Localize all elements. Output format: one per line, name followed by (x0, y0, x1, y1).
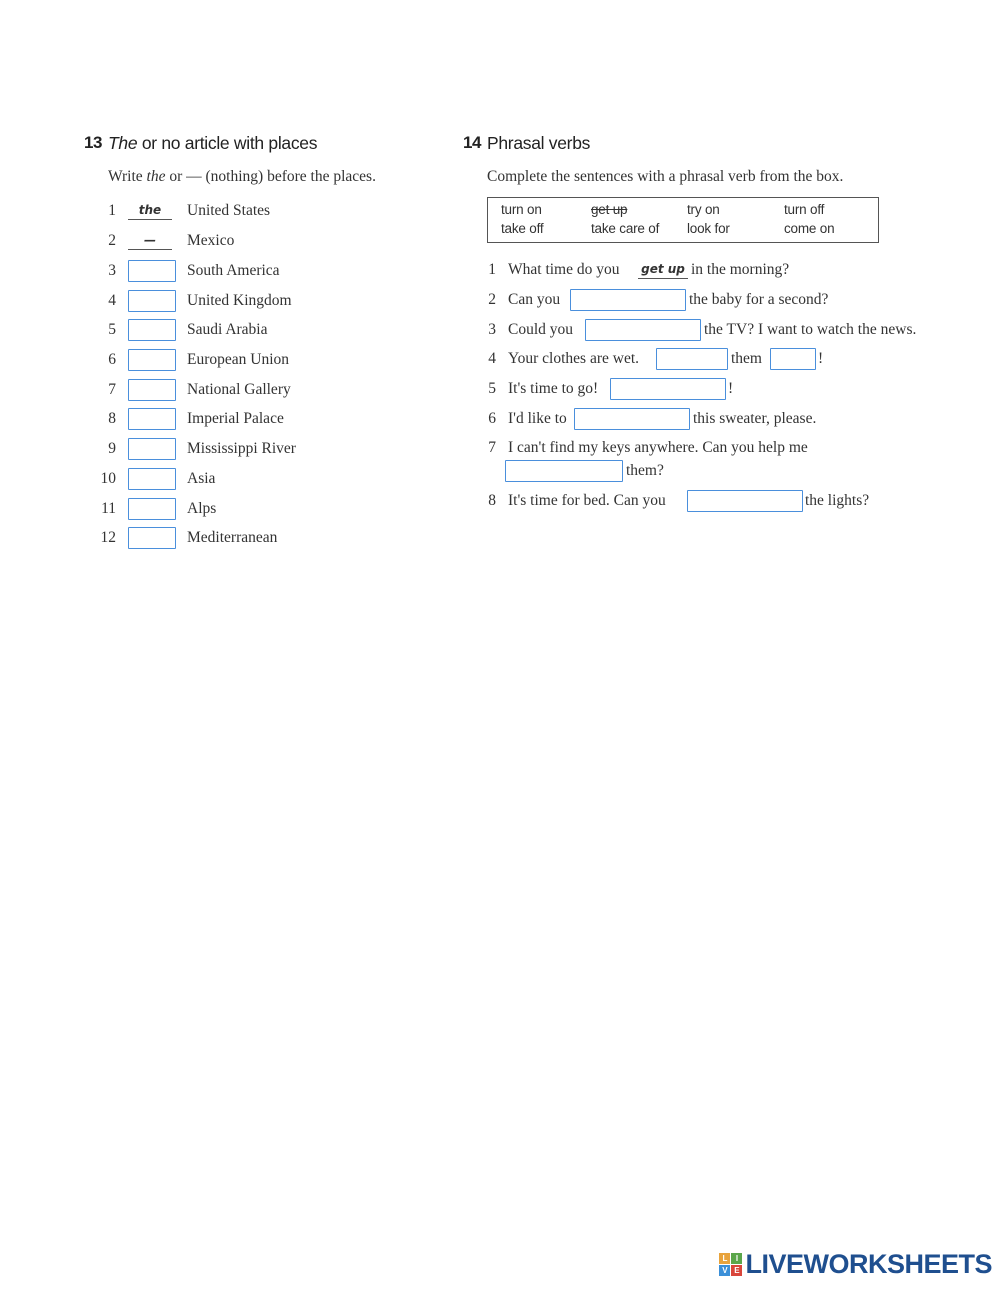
place-label: Saudi Arabia (187, 321, 268, 338)
answer-input-8[interactable] (128, 408, 176, 430)
list-item (96, 229, 396, 253)
item-number: 3 (488, 321, 496, 338)
sentence-text: What time do you (508, 261, 620, 278)
logo-letter: L (719, 1253, 730, 1264)
logo-letter: E (731, 1265, 742, 1276)
list-item (96, 497, 396, 521)
box-word: take off (501, 221, 544, 236)
place-label: South America (187, 262, 280, 279)
list-item (96, 526, 396, 550)
answer-input-s7[interactable] (505, 460, 623, 482)
list-item (96, 437, 396, 461)
sentence-text: this sweater, please. (693, 410, 817, 427)
example-answer: the (128, 201, 172, 220)
item-number: 5 (108, 321, 116, 338)
logo-text: LIVEWORKSHEETS (745, 1248, 992, 1279)
item-number: 1 (108, 202, 116, 219)
item-number: 8 (108, 410, 116, 427)
sentence-text: Your clothes are wet. (508, 350, 640, 367)
sentence-text: I'd like to (508, 410, 567, 427)
item-number: 7 (488, 439, 496, 456)
list-item (96, 407, 396, 431)
place-label: Mississippi River (187, 440, 296, 457)
item-number: 6 (108, 351, 116, 368)
section-13-instruction (108, 168, 376, 186)
box-word: try on (687, 202, 720, 217)
sentence-7 (482, 436, 962, 460)
list-item (96, 259, 396, 283)
place-label: Alps (187, 500, 217, 517)
answer-input-s3[interactable] (585, 319, 701, 341)
answer-input-4[interactable] (128, 290, 176, 312)
answer-input-11[interactable] (128, 498, 176, 520)
item-number: 9 (108, 440, 116, 457)
place-label: Imperial Palace (187, 410, 284, 427)
instruction-text: Write (108, 168, 147, 185)
answer-input-5[interactable] (128, 319, 176, 341)
sentence-6 (482, 407, 962, 431)
sentence-5 (482, 377, 962, 401)
answer-input-10[interactable] (128, 468, 176, 490)
item-number: 10 (100, 470, 116, 487)
place-label: United Kingdom (187, 292, 292, 309)
sentence-4 (482, 347, 962, 371)
item-number: 12 (100, 529, 116, 546)
sentence-text: It's time to go! (508, 380, 599, 397)
section-14-instruction: Complete the sentences with a phrasal verb from the box. (487, 168, 844, 185)
sentence-text: Can you (508, 291, 561, 308)
item-number: 4 (108, 292, 116, 309)
item-number: 6 (488, 410, 496, 427)
item-number: 5 (488, 380, 496, 397)
sentence-text: them? (626, 462, 664, 479)
place-label: European Union (187, 351, 290, 368)
sentence-text: the lights? (805, 492, 870, 509)
example-answer: — (128, 231, 172, 250)
item-number: 2 (108, 232, 116, 249)
answer-input-6[interactable] (128, 349, 176, 371)
item-number: 8 (488, 492, 496, 509)
list-item (96, 318, 396, 342)
item-number: 2 (488, 291, 496, 308)
box-word: come on (784, 221, 835, 236)
item-number: 1 (488, 261, 496, 278)
box-word: turn off (784, 202, 825, 217)
place-label: United States (187, 202, 271, 219)
sentence-2 (482, 288, 962, 312)
logo-letter: I (731, 1253, 742, 1264)
sentence-text: ! (818, 350, 824, 367)
liveworksheets-logo[interactable] (719, 1249, 992, 1279)
list-item (96, 467, 396, 491)
answer-input-s4a[interactable] (656, 348, 728, 370)
section-13-title (108, 133, 317, 154)
sentence-text: I can't find my keys anywhere. Can you help me (508, 439, 808, 456)
place-label: Mexico (187, 232, 235, 249)
answer-input-3[interactable] (128, 260, 176, 282)
sentence-text: ! (728, 380, 734, 397)
box-word: look for (687, 221, 730, 236)
place-label: National Gallery (187, 381, 291, 398)
box-word-used: get up (591, 202, 628, 217)
place-label: Asia (187, 470, 216, 487)
answer-input-7[interactable] (128, 379, 176, 401)
item-number: 11 (101, 500, 116, 517)
sentence-3 (482, 318, 962, 342)
instruction-text: or — (nothing) before the places. (165, 168, 376, 185)
sentence-7-continued (482, 459, 962, 483)
logo-letter: V (719, 1265, 730, 1276)
section-13-number: 13 (84, 133, 102, 152)
item-number: 7 (108, 381, 116, 398)
instruction-italic: the (146, 168, 166, 185)
list-item (96, 199, 396, 223)
box-word: take care of (591, 221, 660, 236)
sentence-text: the TV? I want to watch the news. (704, 321, 917, 338)
answer-input-12[interactable] (128, 527, 176, 549)
item-number: 3 (108, 262, 116, 279)
sentence-1 (482, 258, 962, 282)
section-14-number: 14 (463, 133, 481, 152)
answer-input-s6[interactable] (574, 408, 690, 430)
sentence-text: them (731, 350, 762, 367)
list-item (96, 289, 396, 313)
sentence-text: in the morning? (691, 261, 790, 278)
answer-input-s2[interactable] (570, 289, 686, 311)
place-label: Mediterranean (187, 529, 278, 546)
item-number: 4 (488, 350, 496, 367)
sentence-text: It's time for bed. Can you (508, 492, 666, 509)
word-box (487, 197, 879, 243)
answer-input-s8[interactable] (687, 490, 803, 512)
box-word: turn on (501, 202, 542, 217)
section-13-title-rest: or no article with places (137, 133, 318, 153)
list-item (96, 348, 396, 372)
sentence-text: Could you (508, 321, 574, 338)
logo-mark-icon (719, 1253, 742, 1276)
example-answer: get up (638, 260, 688, 279)
sentence-8 (482, 489, 962, 513)
section-13-title-italic: The (108, 133, 138, 153)
answer-input-9[interactable] (128, 438, 176, 460)
answer-input-s5[interactable] (610, 378, 726, 400)
section-14-title: Phrasal verbs (487, 133, 591, 153)
list-item (96, 378, 396, 402)
answer-input-s4b[interactable] (770, 348, 816, 370)
sentence-text: the baby for a second? (689, 291, 829, 308)
